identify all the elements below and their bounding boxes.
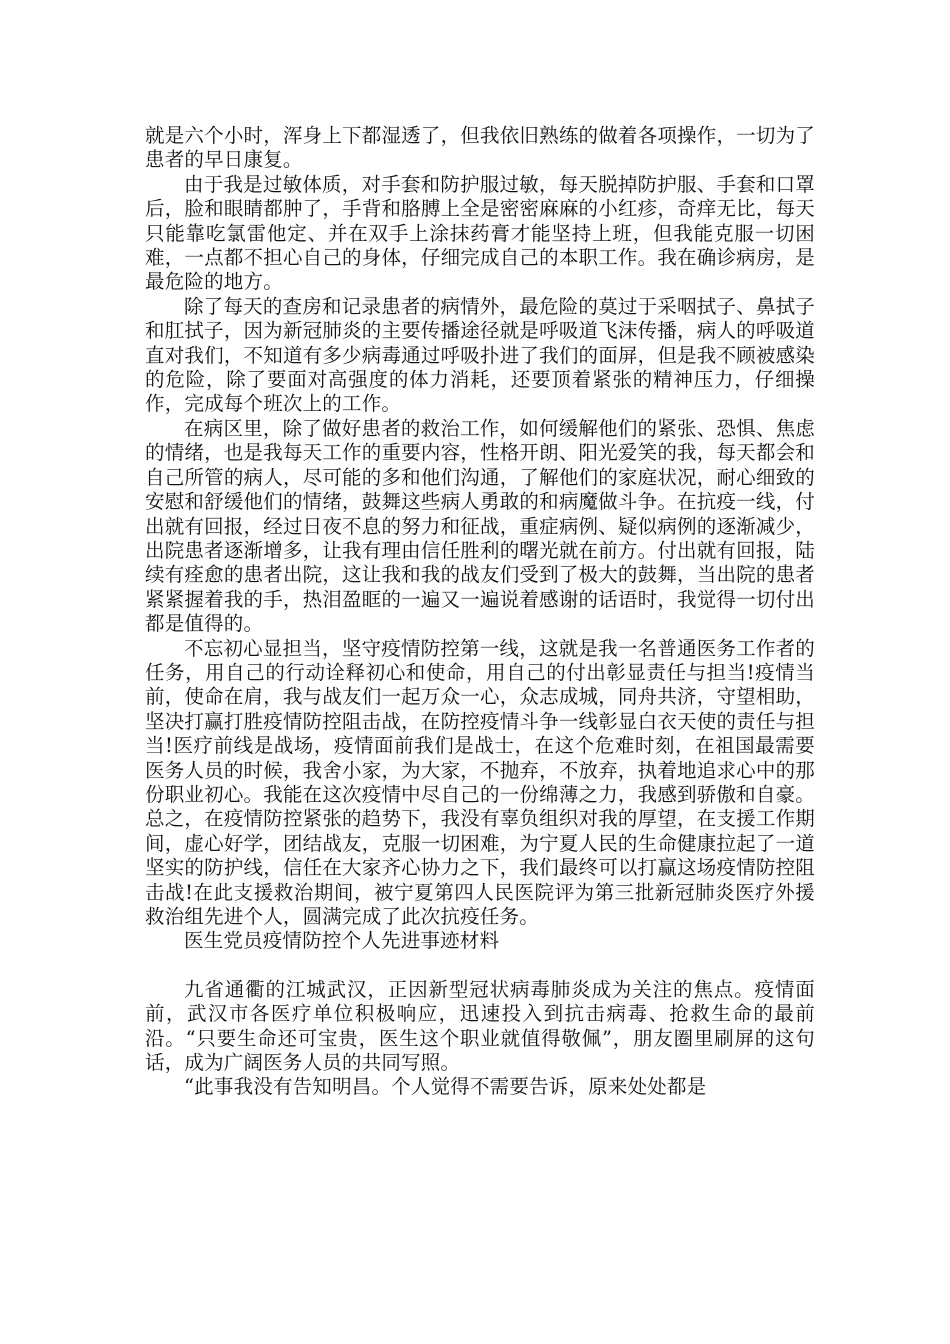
paragraph-patient-care: 在病区里，除了做好患者的救治工作，如何缓解他们的紧张、恐惧、焦虑的情绪，也是我每天工作的重要内容，性格开朗、阳光爱笑的我，每天都会和自己所管的病人，尽可能的多和他们沟通，了解他们的家庭状况，耐心细致的安慰和舒缓他们的情绪，鼓舞这些病人勇敢的和病魔做斗争。在抗疫一线，付出就有回报，经过日夜不息的努力和征战，重症病例、疑似病例的逐渐减少，出院患者逐渐增多，让我有理由信任胜利的曙光就在前方。付出就有回报，陆续有痊愈的患者出院，这让我和我的战友们受到了极大的鼓舞，当出院的患者紧紧握着我的手，热泪盈眶的一遍又一遍说着感谢的话语时，我觉得一切付出都是值得的。	[145, 416, 815, 636]
paragraph-allergy: 由于我是过敏体质，对手套和防护服过敏，每天脱掉防护服、手套和口罩后，脸和眼睛都肿了，手背和胳膊上全是密密麻麻的小红疹，奇痒无比，每天只能靠吃氯雷他定、并在双手上涂抹药膏才能坚持上班，但我能克服一切困难，一点都不担心自己的身体，仔细完成自己的本职工作。我在确诊病房，是最危险的地方。	[145, 172, 815, 294]
document-body	[145, 124, 815, 1100]
paragraph-quote: “此事我没有告知明昌。个人觉得不需要告诉，原来处处都是	[184, 1075, 707, 1099]
blank-line	[145, 954, 815, 978]
paragraph-continuation: 就是六个小时，浑身上下都湿透了，但我依旧熟练的做着各项操作，一切为了患者的早日康复。	[145, 124, 815, 172]
paragraph-swab-sampling: 除了每天的查房和记录患者的病情外，最危险的莫过于采咽拭子、鼻拭子和肛拭子，因为新冠肺炎的主要传播途径就是呼吸道飞沫传播，病人的呼吸道直对我们，不知道有多少病毒通过呼吸扑进了我们的面屏，但是我不顾被感染的危险，除了要面对高强度的体力消耗，还要顶着紧张的精神压力，仔细操作，完成每个班次上的工作。	[145, 294, 815, 416]
paragraph-wuhan: 九省通衢的江城武汉，正因新型冠状病毒肺炎成为关注的焦点。疫情面前，武汉市各医疗单位积极响应，迅速投入到抗击病毒、抢救生命的最前沿。“只要生命还可宝贵，医生这个职业就值得敬佩”，朋友圈里刷屏的这句话，成为广阔医务人员的共同写照。	[145, 977, 815, 1075]
section-title: 医生党员疫情防控个人先进事迹材料	[184, 929, 500, 953]
paragraph-original-mission: 不忘初心显担当，坚守疫情防控第一线，这就是我一名普通医务工作者的任务，用自己的行动诠释初心和使命，用自己的付出彰显责任与担当!疫情当前，使命在肩，我与战友们一起万众一心，众志成城，同舟共济，守望相助，坚决打赢打胜疫情防控阻击战，在防控疫情斗争一线彰显白衣天使的责任与担当!医疗前线是战场，疫情面前我们是战士，在这个危难时刻，在祖国最需要医务人员的时候，我舍小家，为大家，不抛弃，不放弃，执着地追求心中的那份职业初心。我能在这次疫情中尽自己的一份绵薄之力，我感到骄傲和自豪。总之，在疫情防控紧张的趋势下，我没有辜负组织对我的厚望，在支援工作期间，虚心好学，团结战友，克服一切困难，为宁夏人民的生命健康拉起了一道坚实的防护线，信任在大家齐心协力之下，我们最终可以打赢这场疫情防控阻击战!在此支援救治期间，被宁夏第四人民医院评为第三批新冠肺炎医疗外援救治组先进个人，圆满完成了此次抗疫任务。	[145, 636, 815, 928]
